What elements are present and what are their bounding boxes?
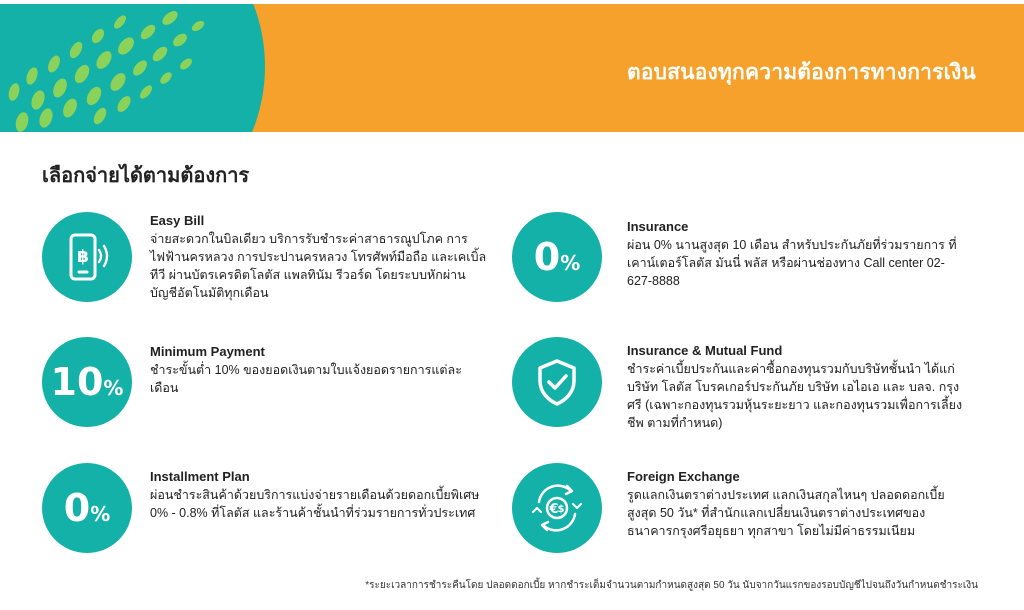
mobile-baht-payment-icon	[42, 212, 132, 302]
feature-title: Minimum Payment	[150, 344, 265, 359]
feature-description: จ่ายสะดวกในบิลเดียว บริการรับชำระค่าสาธารณูปโภค การไฟฟ้านครหลวง การประปานครหลวง โทรศัพท์มือถือ และเคเบิ้ลทีวี ผ่านบัตรเครดิตโลตัส แพลทินัม รีวอร์ด โดยระบบหักผ่านบัญชีอัตโนมัติทุกเดือน	[150, 232, 487, 300]
zero-percent-icon: 0%	[512, 212, 602, 302]
feature-item-insurance-mutual-fund	[512, 337, 972, 437]
shield-check-icon	[512, 337, 602, 427]
feature-item-minimum-payment	[42, 337, 502, 437]
feature-description: ผ่อน 0% นานสูงสุด 10 เดือน สำหรับประกันภัยที่ร่วมรายการ ที่เคาน์เตอร์โลตัส มันนี่ พลัส หรือผ่านช่องทาง Call center 02-627-8888	[627, 238, 957, 288]
feature-description: ชำระค่าเบี้ยประกันและค่าซื้อกองทุนรวมกับบริษัทชั้นนำ ได้แก่ บริษัท โลตัส โบรคเกอร์ประกันภัย บริษัท เอไอเอ และ บลจ. กรุงศรี (เฉพาะกองทุนรวมหุ้นระยะยาว และกองทุนรวมเพื่อการเลี้ยงชีพ ตามที่กำหนด)	[627, 362, 963, 430]
svg-text:$: $	[557, 504, 565, 515]
feature-title: Easy Bill	[150, 213, 205, 228]
currency-exchange-icon	[512, 463, 602, 553]
feature-description: ผ่อนชำระสินค้าด้วยบริการแบ่งจ่ายรายเดือนด้วยดอกเบี้ยพิเศษ 0% - 0.8% ที่โลตัส และร้านค้าชั้นนำที่ร่วมรายการทั่วประเทศ	[150, 488, 480, 520]
feature-description: รูดแลกเงินตราต่างประเทศ แลกเงินสกุลไหนๆ ปลอดดอกเบี้ย สูงสุด 50 วัน* ที่สำนักแลกเปลี่ยนเงินตราต่างประเทศของธนาคารกรุงศรีอยุธยา ทุกสาขา โดยไม่มีค่าธรรมเนียม	[627, 488, 945, 538]
feature-title: Installment Plan	[150, 469, 250, 484]
svg-text:฿: ฿	[77, 247, 89, 267]
leaf-pattern-icon	[0, 4, 270, 132]
header-banner	[0, 4, 1024, 132]
feature-description: ชำระขั้นต่ำ 10% ของยอดเงินตามใบแจ้งยอดรายการแต่ละเดือน	[150, 363, 462, 395]
banner-title: ตอบสนองทุกความต้องการทางการเงิน	[626, 61, 976, 84]
feature-item-installment-plan	[42, 463, 502, 563]
feature-item-foreign-exchange	[512, 463, 972, 563]
feature-title: Insurance	[627, 219, 689, 234]
zero-percent-icon: 0%	[42, 463, 132, 553]
ten-percent-icon: 10%	[42, 337, 132, 427]
feature-title: Insurance & Mutual Fund	[627, 343, 783, 358]
section-title: เลือกจ่ายได้ตามต้องการ	[42, 165, 250, 187]
feature-item-insurance	[512, 212, 972, 312]
feature-title: Foreign Exchange	[627, 469, 740, 484]
footnote: *ระยะเวลาการชำระคืนโดย ปลอดดอกเบี้ย หากชำระเต็มจำนวนตามกำหนดสูงสุด 50 วัน นับจากวันแรกของรอบบัญชีไปจนถึงวันกำหนดชำระเงิน	[365, 580, 978, 591]
feature-item-easy-bill	[42, 212, 502, 312]
svg-text:€: €	[549, 502, 559, 517]
